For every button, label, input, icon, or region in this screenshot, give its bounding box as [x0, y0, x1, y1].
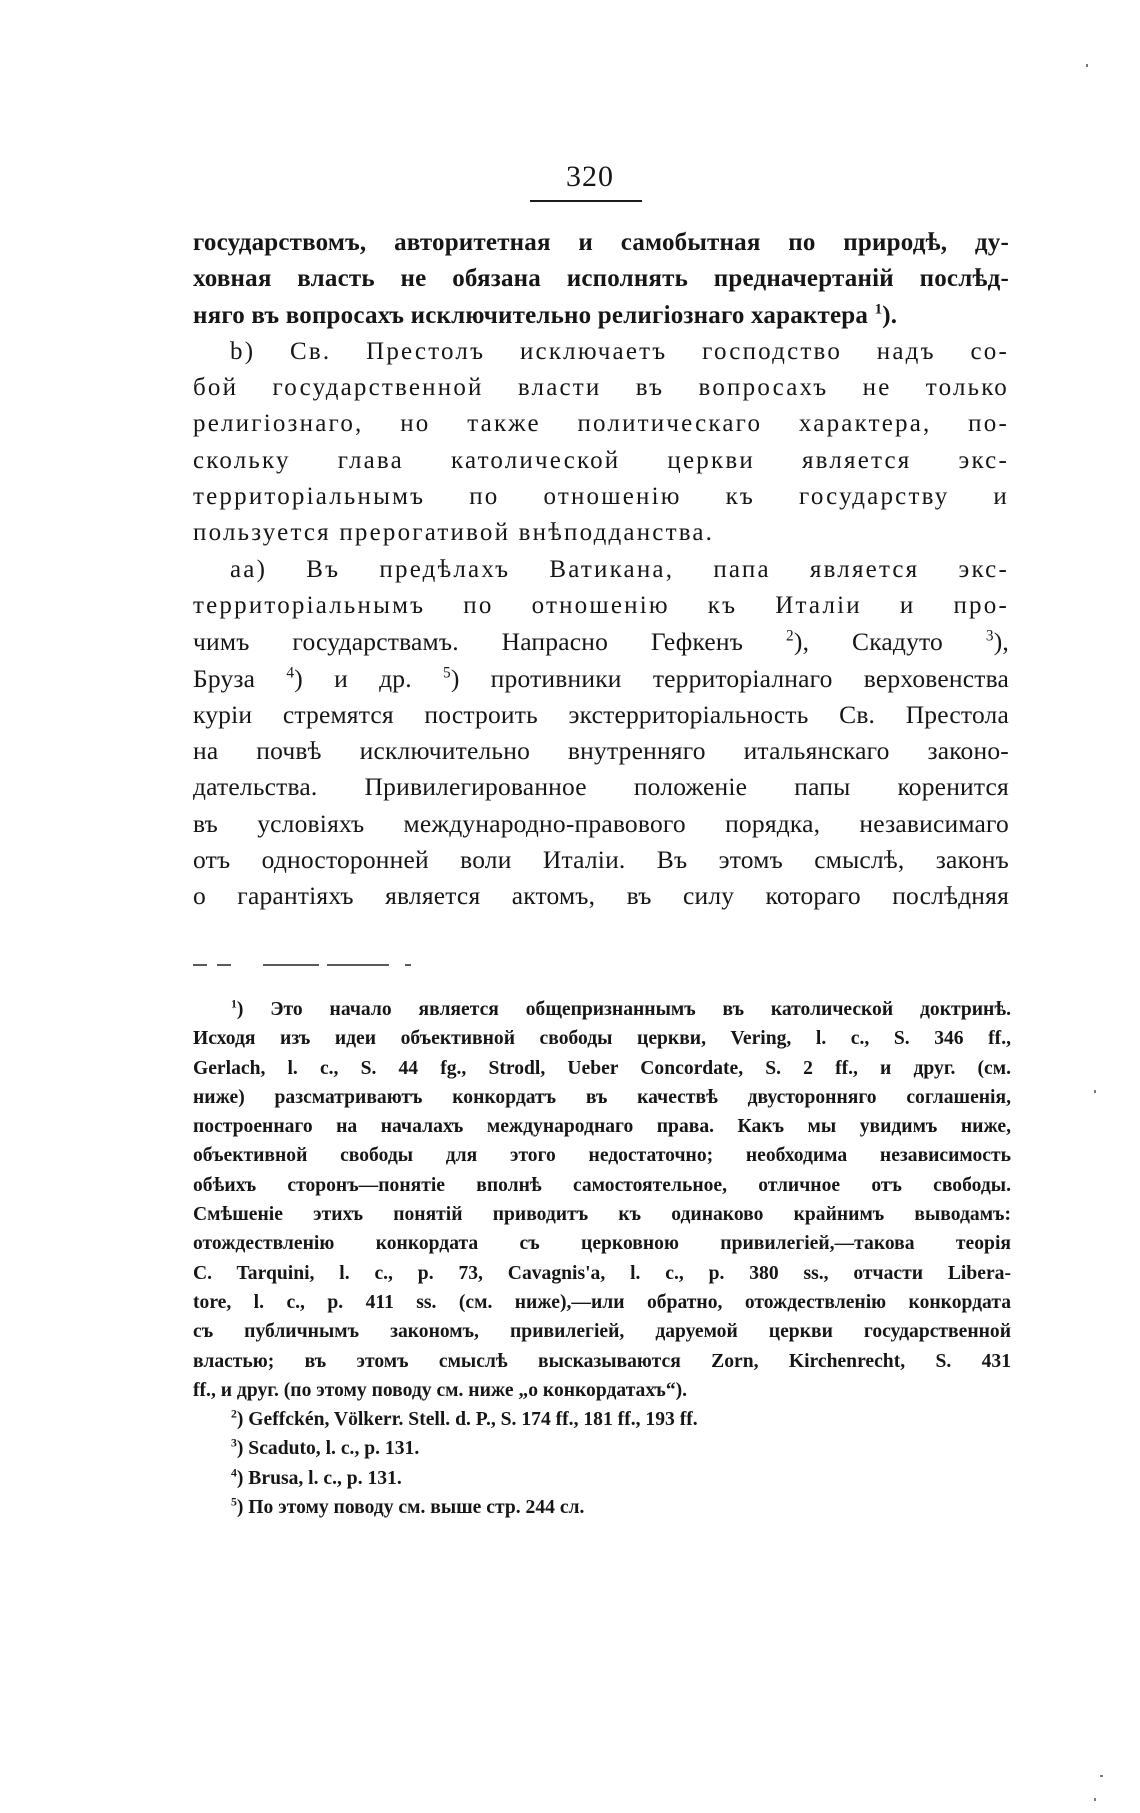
text-line: b) Св. Престолъ исключаетъ господство надъ со-: [230, 337, 1009, 365]
text-line: о гарантіяхъ является актомъ, въ силу котораго послѣдняя: [193, 881, 1009, 911]
text-line: дательства. Привилегированное положеніе папы коренится: [193, 772, 1009, 802]
footnote-3: [193, 1434, 1011, 1463]
footnote-marker-5: 5: [231, 1495, 237, 1509]
footnote-1-line: ниже) разсматриваютъ конкордатъ въ качествѣ двусторонняго соглашенія,: [193, 1086, 1011, 1108]
footnote-1-line: ff., и друг. (по этому поводу см. ниже „о конкордатахъ“).: [193, 1379, 688, 1401]
text-line: территоріальнымъ по отношенію къ Италіи и про-: [193, 591, 1009, 619]
footnote-marker-2: 2: [231, 1407, 237, 1421]
text-line: ховная власть не обязана исполнять предначертаній послѣд-: [193, 265, 1009, 293]
text-fragment: ) Scaduto, l. c., p. 131.: [236, 1438, 420, 1460]
footnote-1-line: C. Tarquini, l. c., p. 73, Cavagnis'a, l. c., p. 380 ss., отчасти Libera-: [193, 1262, 1011, 1284]
footnote-marker-4: 4: [231, 1466, 237, 1480]
main-text: [193, 225, 1009, 915]
text-line: религіознаго, но также политическаго характера, по-: [193, 410, 1009, 438]
text-fragment: ), Скадуто: [793, 627, 943, 657]
footnote-2: [193, 1405, 1011, 1434]
footnote-ref-1: 1: [874, 301, 883, 318]
footnote-ref-2: 2: [786, 627, 794, 645]
text-line: [193, 624, 1009, 660]
footnote-1-line: отождествленію конкордата съ церковною привилегіей,—такова теорія: [193, 1233, 1011, 1255]
scan-speck: [1094, 1798, 1096, 1801]
text-fragment: Бруза: [193, 663, 256, 693]
text-line: государствомъ, авторитетная и самобытная по природѣ, ду-: [193, 229, 1009, 256]
footnote-marker-3: 3: [231, 1436, 237, 1450]
footnote-1-line: обѣихъ сторонъ—понятіе вполнѣ самостоятельное, отличное отъ свободы.: [193, 1174, 1011, 1196]
text-fragment: ) Это начало является общепризнаннымъ въ католической доктринѣ.: [236, 999, 1011, 1020]
text-line: территоріальнымъ по отношенію къ государству и: [193, 483, 1009, 511]
footnote-1-line: построеннаго на началахъ международнаго права. Какъ мы увидимъ ниже,: [193, 1116, 1011, 1138]
text-line: аа) Въ предѣлахъ Ватикана, папа является экс-: [230, 555, 1009, 583]
page-number-underline: [530, 200, 642, 202]
footnote-1-line: Смѣшеніе этихъ понятій приводитъ къ одинаково крайнимъ выводамъ:: [193, 1204, 1011, 1226]
footnote-1-line: съ публичнымъ закономъ, привилегіей, даруемой церкви государственной: [193, 1321, 1011, 1343]
footnote-separator: [193, 960, 453, 970]
text-line: скольку глава католической церкви является экс-: [193, 446, 1009, 474]
text-line: на почвѣ исключительно внутренняго итальянскаго законо-: [193, 736, 1009, 766]
text-fragment: ) и др.: [294, 663, 412, 693]
text-fragment: ).: [882, 301, 898, 329]
text-line: пользуется прерогативой внѣподданства.: [193, 519, 715, 547]
footnotes: [193, 995, 1011, 1522]
page-number: 320: [566, 160, 614, 193]
footnote-ref-3: 3: [985, 627, 994, 645]
footnote-ref-4: 4: [286, 664, 295, 682]
scan-speck: [1086, 64, 1088, 67]
footnote-1-line: властью; въ этомъ смыслѣ высказываются Zorn, Kirchenrecht, S. 431: [193, 1350, 1011, 1372]
text-line: въ условіяхъ международно-правового порядка, независимаго: [193, 808, 1009, 838]
footnote-1-line: объективной свободы для этого недостаточно; необходима независимость: [193, 1145, 1011, 1167]
scan-speck: [1100, 1775, 1103, 1777]
footnote-1-line: tore, l. c., p. 411 ss. (см. ниже),—или обратно, отождествленію конкордата: [193, 1291, 1011, 1313]
footnote-marker-1: 1: [231, 997, 237, 1011]
text-line: [193, 298, 1009, 334]
text-line: бой государственной власти въ вопросахъ не только: [193, 374, 1009, 402]
text-line: куріи стремятся построить экстерриторіальность Св. Престола: [193, 699, 1009, 729]
footnote-1-line: Gerlach, l. c., S. 44 fg., Strodl, Ueber Concordate, S. 2 ff., и друг. (см.: [193, 1057, 1011, 1079]
text-fragment: ) По этому поводу см. выше стр. 244 сл.: [236, 1497, 585, 1519]
text-fragment: ) противники территоріалнаго верховенства: [450, 663, 1010, 693]
text-line: отъ односторонней воли Италіи. Въ этомъ смыслѣ, законъ: [193, 845, 1009, 875]
text-line: [193, 661, 1009, 697]
footnote-1-line: Исходя изъ идеи объективной свободы церкви, Vering, l. c., S. 346 ff.,: [193, 1028, 1011, 1050]
footnote-1-line: [193, 995, 1011, 1024]
text-fragment: ) Brusa, l. c., p. 131.: [236, 1467, 402, 1489]
text-fragment: ),: [993, 627, 1009, 657]
footnote-5: [193, 1493, 1011, 1522]
text-fragment: няго въ вопросахъ исключительно религіознаго характера: [193, 301, 869, 329]
footnote-ref-5: 5: [442, 664, 451, 682]
scan-speck: [1094, 1090, 1096, 1093]
text-fragment: ) Geffckén, Völkerr. Stell. d. P., S. 174 ff., 181 ff., 193 ff.: [236, 1409, 698, 1431]
text-fragment: чимъ государствамъ. Напрасно Гефкенъ: [193, 627, 744, 657]
footnote-4: [193, 1464, 1011, 1493]
